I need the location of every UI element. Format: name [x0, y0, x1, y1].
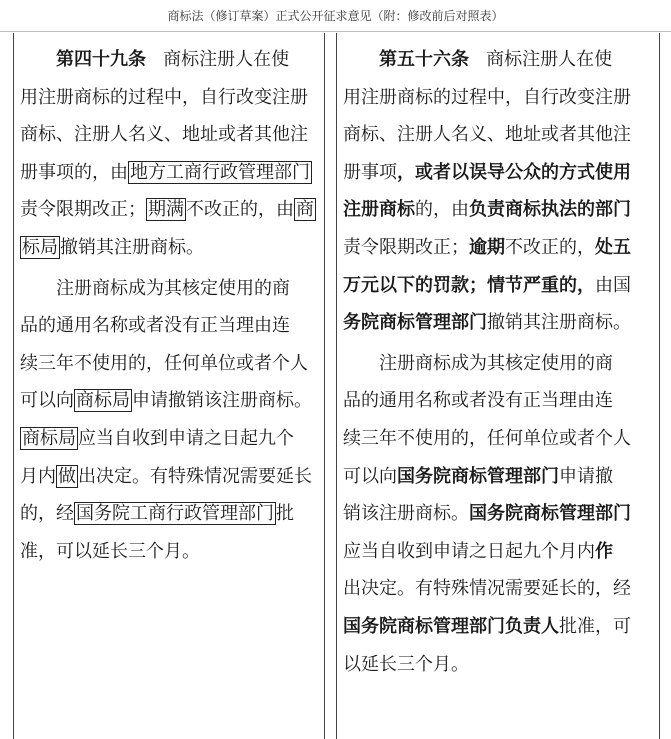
- boxed-term: 商: [296, 199, 314, 221]
- article-number: 第五十六条: [379, 49, 469, 70]
- boxed-term: 标局: [22, 236, 58, 258]
- revised-article-text: 第五十六条 商标注册人在使 用注册商标的过程中，自行改变注册 商标、注册人名义、地址或者其他注 册事项，或者以误导公众的方式使用 注册商标的，由负责商标执法的部门 责令限期改正；逾期不改正的，处五 万元以下的罚款；情节严重的，由国 务院商标管理部门撤销其注册商标。 注册商标成为其核定使用的商 品的通用名称或者没有正当理由连 续三年不使用的，任何单位或者个人 可以向国务院商标管理部门申请撤 销该注册商标。国务院商标管理部门 应当自收到申请之日起九个月内作 出决定。有特殊情况需要延长的，经 国务院商标管理部门负责人批准，可 以延长三个月。: [343, 49, 631, 675]
- document-header: [0, 0, 671, 32]
- revised-phrase: 国务院商标管理部门负责人: [343, 615, 559, 637]
- revised-phrase: 国务院商标管理部门: [469, 503, 631, 525]
- revised-phrase: 负责商标执法的部门: [469, 199, 631, 221]
- revised-phrase: 逾期: [469, 236, 505, 258]
- revised-phrase: 国务院商标管理部门: [397, 465, 559, 487]
- article-number: 第四十九条: [56, 49, 146, 70]
- boxed-term: 做: [58, 465, 76, 487]
- boxed-term: 国务院工商行政管理部门: [76, 503, 274, 525]
- revised-phrase: ，或者以误导公众的方式使用: [397, 161, 631, 183]
- revised-text-column: [336, 33, 660, 739]
- revised-phrase: 注册商标: [343, 199, 415, 221]
- boxed-term: 地方工商行政管理部门: [130, 161, 310, 183]
- revised-phrase: 处五: [595, 236, 631, 258]
- revised-phrase: 作: [595, 540, 613, 562]
- original-text-column: [13, 33, 325, 739]
- revised-phrase: 万元以下的罚款；情节严重的，: [343, 274, 595, 296]
- header-title: 商标法（修订草案）正式公开征求意见（附：修改前后对照表）: [167, 9, 504, 23]
- boxed-term: 商标局: [22, 427, 76, 449]
- boxed-term: 商标局: [76, 390, 130, 412]
- revised-phrase: 务院商标管理部门: [343, 312, 487, 334]
- boxed-term: 期满: [148, 199, 184, 221]
- original-article-text: 第四十九条 商标注册人在使 用注册商标的过程中，自行改变注册 商标、注册人名义、地址或者其他注 册事项的，由 地方工商行政管理部门 责令限期改正； 期满 不改正的，由 商 标局 撤销其注册商标。 注册商标成为其核定使用的商 品的通用名称或者没有正当理由连 续三年不使用的，任何单位或者个人 可以向 商标局 申请撤销该注册商标。 商标局 应当自收到申请之日起九个 月内 做 出决定。有特殊情况需要延长 的，经 国务院工商行政管理部门 批 准，可以延长三个月。: [20, 49, 314, 562]
